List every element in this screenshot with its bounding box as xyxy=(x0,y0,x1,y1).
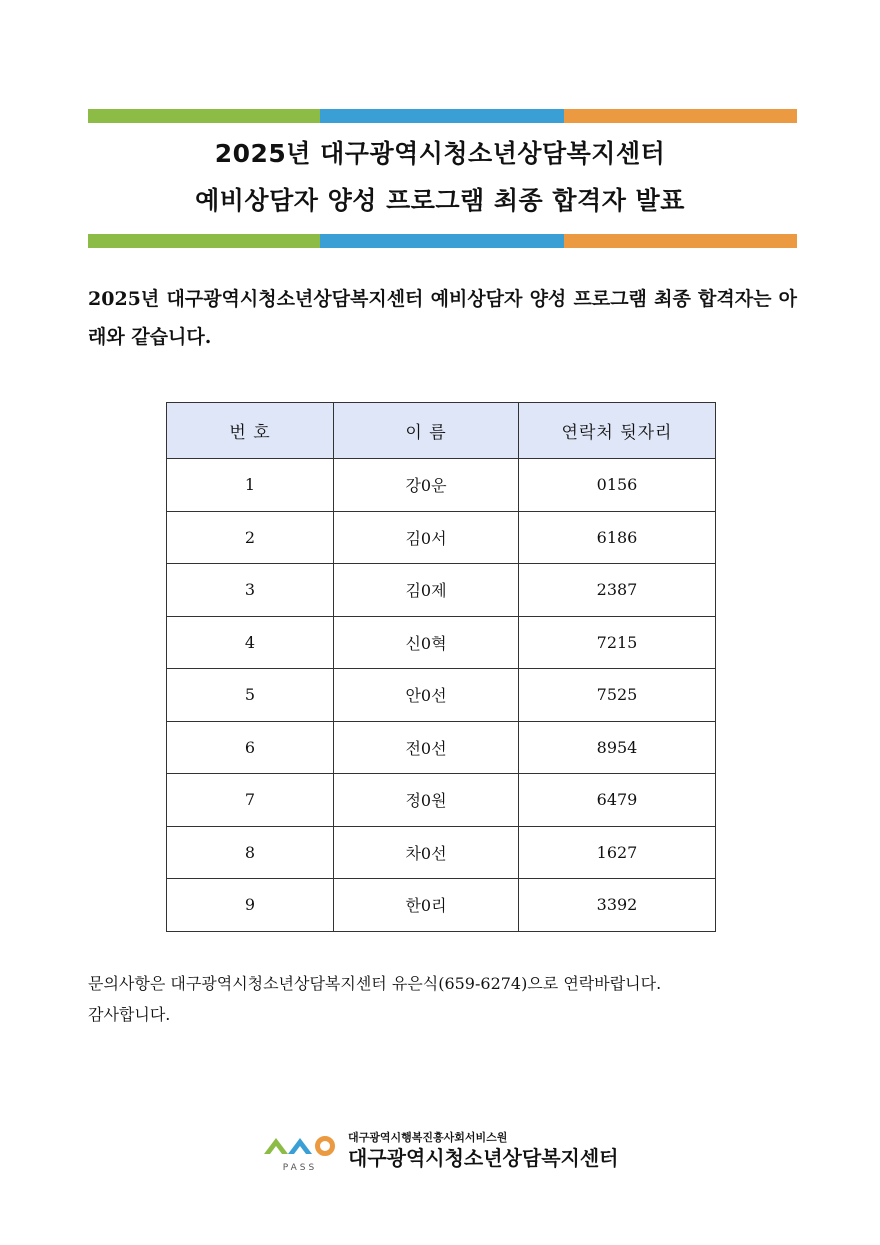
cell-phone: 6186 xyxy=(519,511,716,564)
table-header-row xyxy=(167,403,716,459)
cell-name: 김0서 xyxy=(334,511,519,564)
cell-phone: 0156 xyxy=(519,459,716,512)
cell-phone: 8954 xyxy=(519,721,716,774)
table-row xyxy=(167,511,716,564)
logo-pass-text: PASS xyxy=(282,1163,318,1173)
cell-number: 1 xyxy=(167,459,334,512)
cell-phone: 3392 xyxy=(519,879,716,932)
cell-phone: 6479 xyxy=(519,774,716,827)
pass-logo-icon xyxy=(262,1128,338,1174)
table-row xyxy=(167,879,716,932)
header-number: 번 호 xyxy=(167,403,334,459)
cell-number: 8 xyxy=(167,826,334,879)
table-row xyxy=(167,564,716,617)
logo-text-block xyxy=(348,1131,618,1171)
cell-name: 차0선 xyxy=(334,826,519,879)
cell-name: 전0선 xyxy=(334,721,519,774)
table-row xyxy=(167,616,716,669)
header-phone-suffix: 연락처 뒷자리 xyxy=(519,403,716,459)
bar-segment-blue xyxy=(320,234,564,248)
table-row xyxy=(167,721,716,774)
cell-phone: 1627 xyxy=(519,826,716,879)
cell-name: 신0혁 xyxy=(334,616,519,669)
pass-logo-graphic xyxy=(262,1128,338,1174)
cell-name: 강0운 xyxy=(334,459,519,512)
cell-number: 7 xyxy=(167,774,334,827)
intro-paragraph: 2025년 대구광역시청소년상담복지센터 예비상담자 양성 프로그램 최종 합격자는 아래와 같습니다. xyxy=(88,288,797,348)
table-row xyxy=(167,826,716,879)
bottom-color-bar xyxy=(88,234,797,248)
table-row xyxy=(167,669,716,722)
cell-phone: 7215 xyxy=(519,616,716,669)
bar-segment-blue xyxy=(320,109,564,123)
header-name: 이 름 xyxy=(334,403,519,459)
cell-number: 3 xyxy=(167,564,334,617)
bar-segment-orange xyxy=(564,234,797,248)
cell-number: 9 xyxy=(167,879,334,932)
title-line-2: 예비상담자 양성 프로그램 최종 합격자 발표 xyxy=(195,186,685,215)
cell-number: 2 xyxy=(167,511,334,564)
cell-name: 한0리 xyxy=(334,879,519,932)
cell-phone: 2387 xyxy=(519,564,716,617)
cell-name: 안0선 xyxy=(334,669,519,722)
cell-name: 김0제 xyxy=(334,564,519,617)
contact-note xyxy=(88,968,808,1030)
logo-green-chevron xyxy=(264,1138,288,1154)
cell-number: 6 xyxy=(167,721,334,774)
logo-blue-chevron xyxy=(288,1138,312,1154)
cell-number: 5 xyxy=(167,669,334,722)
cell-name: 정0원 xyxy=(334,774,519,827)
title-line-1: 2025년 대구광역시청소년상담복지센터 xyxy=(214,139,666,168)
logo-subtitle: 대구광역시행복진흥사회서비스원 xyxy=(348,1131,508,1144)
table-row xyxy=(167,774,716,827)
logo-orange-ring xyxy=(318,1139,333,1154)
results-table xyxy=(166,402,716,932)
bar-segment-green xyxy=(88,109,320,123)
cell-phone: 7525 xyxy=(519,669,716,722)
results-table-wrapper xyxy=(166,402,715,932)
thanks-line: 감사합니다. xyxy=(88,1005,171,1024)
table-row xyxy=(167,459,716,512)
cell-number: 4 xyxy=(167,616,334,669)
top-color-bar xyxy=(88,109,797,123)
logo-organization-name: 대구광역시청소년상담복지센터 xyxy=(348,1146,619,1170)
contact-line: 문의사항은 대구광역시청소년상담복지센터 유은식(659-6274)으로 연락바랍니다. xyxy=(88,974,662,993)
organization-logo xyxy=(262,1128,618,1174)
bar-segment-green xyxy=(88,234,320,248)
bar-segment-orange xyxy=(564,109,797,123)
